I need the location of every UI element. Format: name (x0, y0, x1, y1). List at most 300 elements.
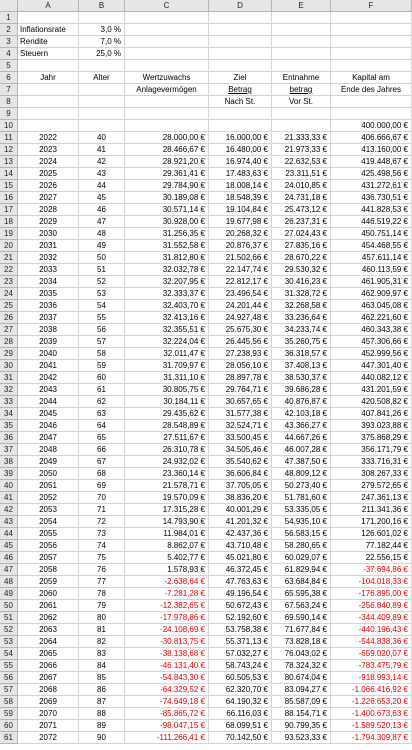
row-number[interactable]: 26 (0, 312, 18, 324)
cell-c57[interactable]: -64.329,52 € (125, 684, 209, 696)
cell-c38[interactable]: 24.932,02 € (125, 456, 209, 468)
row-number[interactable]: 31 (0, 372, 18, 384)
cell-f57[interactable]: -1.066.416,92 € (331, 684, 412, 696)
cell-c20[interactable]: 31.552,58 € (125, 240, 209, 252)
cell-e50[interactable]: 67.563,24 € (272, 600, 331, 612)
row-number[interactable]: 13 (0, 156, 18, 168)
cell-d48[interactable]: 47.763,63 € (209, 576, 272, 588)
cell-e21[interactable]: 28.670,22 € (272, 252, 331, 264)
cell-e15[interactable]: 24.010,85 € (272, 180, 331, 192)
cell-d25[interactable]: 24.201,44 € (209, 300, 272, 312)
cell-c12[interactable]: 28.466,67 € (125, 144, 209, 156)
cell-f36[interactable]: 375.868,29 € (331, 432, 412, 444)
cell-a1[interactable] (18, 12, 79, 24)
cell-e51[interactable]: 69.590,14 € (272, 612, 331, 624)
cell-b4[interactable]: 25,0 % (79, 48, 125, 60)
cell-b43[interactable]: 72 (79, 516, 125, 528)
cell-d42[interactable]: 40.001,29 € (209, 504, 272, 516)
cell-f1[interactable] (331, 12, 412, 24)
cell-d20[interactable]: 20.876,37 € (209, 240, 272, 252)
cell-c36[interactable]: 27.511,67 € (125, 432, 209, 444)
cell-d53[interactable]: 55.371,13 € (209, 636, 272, 648)
cell-f25[interactable]: 463.045,08 € (331, 300, 412, 312)
cell-b49[interactable]: 78 (79, 588, 125, 600)
row-number[interactable]: 60 (0, 720, 18, 732)
cell-e58[interactable]: 85.587,09 € (272, 696, 331, 708)
cell-c37[interactable]: 26.310,78 € (125, 444, 209, 456)
cell-d33[interactable]: 30.657,65 € (209, 396, 272, 408)
cell-c43[interactable]: 14.793,90 € (125, 516, 209, 528)
cell-a48[interactable]: 2059 (18, 576, 79, 588)
row-number[interactable]: 47 (0, 564, 18, 576)
row-number[interactable]: 48 (0, 576, 18, 588)
cell-e46[interactable]: 60.029,07 € (272, 552, 331, 564)
row-number[interactable]: 59 (0, 708, 18, 720)
cell-b24[interactable]: 53 (79, 288, 125, 300)
row-number[interactable]: 7 (0, 84, 18, 96)
cell-d39[interactable]: 36.606,84 € (209, 468, 272, 480)
cell-f40[interactable]: 279.572,65 € (331, 480, 412, 492)
cell-c4[interactable] (125, 48, 209, 60)
cell-a44[interactable]: 2055 (18, 528, 79, 540)
cell-f28[interactable]: 457.306,66 € (331, 336, 412, 348)
row-number[interactable]: 53 (0, 636, 18, 648)
cell-a57[interactable]: 2068 (18, 684, 79, 696)
cell-c60[interactable]: -98.047,15 € (125, 720, 209, 732)
cell-c11[interactable]: 28.000,00 € (125, 132, 209, 144)
row-number[interactable]: 14 (0, 168, 18, 180)
cell-d55[interactable]: 58.743,24 € (209, 660, 272, 672)
column-header-a[interactable]: A (18, 0, 79, 12)
cell-d23[interactable]: 22.812,17 € (209, 276, 272, 288)
cell-a32[interactable]: 2043 (18, 384, 79, 396)
cell-a19[interactable]: 2030 (18, 228, 79, 240)
cell-f7[interactable]: Ende des Jahres (331, 84, 412, 96)
cell-f16[interactable]: 436.730,51 € (331, 192, 412, 204)
cell-f53[interactable]: -544.838,36 € (331, 636, 412, 648)
cell-c52[interactable]: -24.108,69 € (125, 624, 209, 636)
cell-a51[interactable]: 2062 (18, 612, 79, 624)
row-number[interactable]: 46 (0, 552, 18, 564)
cell-b8[interactable] (79, 96, 125, 108)
cell-e41[interactable]: 51.781,60 € (272, 492, 331, 504)
row-number[interactable]: 42 (0, 504, 18, 516)
cell-b39[interactable]: 68 (79, 468, 125, 480)
cell-e44[interactable]: 56.583,15 € (272, 528, 331, 540)
cell-d29[interactable]: 27.238,93 € (209, 348, 272, 360)
cell-f11[interactable]: 406.666,67 € (331, 132, 412, 144)
cell-f45[interactable]: 77.182,44 € (331, 540, 412, 552)
cell-d10[interactable] (209, 120, 272, 132)
cell-f10[interactable]: 400.000,00 € (331, 120, 412, 132)
cell-b28[interactable]: 57 (79, 336, 125, 348)
cell-a23[interactable]: 2034 (18, 276, 79, 288)
cell-d43[interactable]: 41.201,32 € (209, 516, 272, 528)
row-number[interactable]: 58 (0, 696, 18, 708)
cell-c5[interactable] (125, 60, 209, 72)
cell-b26[interactable]: 55 (79, 312, 125, 324)
cell-b9[interactable] (79, 108, 125, 120)
row-number[interactable]: 61 (0, 732, 18, 744)
cell-b25[interactable]: 54 (79, 300, 125, 312)
cell-c56[interactable]: -54.843,30 € (125, 672, 209, 684)
cell-c25[interactable]: 32.403,70 € (125, 300, 209, 312)
cell-e47[interactable]: 61.829,94 € (272, 564, 331, 576)
cell-f12[interactable]: 413.160,00 € (331, 144, 412, 156)
cell-c26[interactable]: 32.413,16 € (125, 312, 209, 324)
cell-e17[interactable]: 25.473,12 € (272, 204, 331, 216)
cell-c14[interactable]: 29.361,41 € (125, 168, 209, 180)
cell-e37[interactable]: 46.007,28 € (272, 444, 331, 456)
cell-e10[interactable] (272, 120, 331, 132)
row-number[interactable]: 29 (0, 348, 18, 360)
cell-f17[interactable]: 441.828,53 € (331, 204, 412, 216)
cell-e9[interactable] (272, 108, 331, 120)
cell-d28[interactable]: 26.445,56 € (209, 336, 272, 348)
cell-d27[interactable]: 25.675,30 € (209, 324, 272, 336)
cell-f24[interactable]: 462.909,97 € (331, 288, 412, 300)
cell-b1[interactable] (79, 12, 125, 24)
cell-c53[interactable]: -30.813,75 € (125, 636, 209, 648)
cell-b56[interactable]: 85 (79, 672, 125, 684)
cell-f23[interactable]: 461.905,31 € (331, 276, 412, 288)
cell-d26[interactable]: 24.927,48 € (209, 312, 272, 324)
cell-a10[interactable] (18, 120, 79, 132)
row-number[interactable]: 25 (0, 300, 18, 312)
cell-d17[interactable]: 19.104,84 € (209, 204, 272, 216)
cell-f31[interactable]: 440.082,12 € (331, 372, 412, 384)
cell-a50[interactable]: 2061 (18, 600, 79, 612)
cell-c42[interactable]: 17.315,28 € (125, 504, 209, 516)
cell-d7[interactable]: Betrag (209, 84, 272, 96)
cell-d46[interactable]: 45.021,80 € (209, 552, 272, 564)
row-number[interactable]: 54 (0, 648, 18, 660)
cell-f20[interactable]: 454.468,55 € (331, 240, 412, 252)
cell-a30[interactable]: 2041 (18, 360, 79, 372)
row-number[interactable]: 9 (0, 108, 18, 120)
cell-a33[interactable]: 2044 (18, 396, 79, 408)
row-number[interactable]: 10 (0, 120, 18, 132)
cell-f26[interactable]: 462.221,60 € (331, 312, 412, 324)
row-number[interactable]: 33 (0, 396, 18, 408)
cell-c34[interactable]: 29.435,62 € (125, 408, 209, 420)
cell-c39[interactable]: 23.360,14 € (125, 468, 209, 480)
cell-c22[interactable]: 32.032,78 € (125, 264, 209, 276)
cell-d32[interactable]: 29.764,71 € (209, 384, 272, 396)
cell-b14[interactable]: 43 (79, 168, 125, 180)
cell-a36[interactable]: 2047 (18, 432, 79, 444)
cell-e3[interactable] (272, 36, 331, 48)
cell-b36[interactable]: 65 (79, 432, 125, 444)
cell-b15[interactable]: 44 (79, 180, 125, 192)
column-header-b[interactable]: B (79, 0, 125, 12)
cell-d58[interactable]: 64.190,32 € (209, 696, 272, 708)
cell-a54[interactable]: 2065 (18, 648, 79, 660)
cell-a38[interactable]: 2049 (18, 456, 79, 468)
cell-a15[interactable]: 2026 (18, 180, 79, 192)
cell-f47[interactable]: -37.694,86 € (331, 564, 412, 576)
cell-c40[interactable]: 21.578,71 € (125, 480, 209, 492)
cell-d18[interactable]: 19.677,98 € (209, 216, 272, 228)
cell-a35[interactable]: 2046 (18, 420, 79, 432)
cell-c54[interactable]: -38.138,68 € (125, 648, 209, 660)
cell-e55[interactable]: 78.324,32 € (272, 660, 331, 672)
column-header-e[interactable]: E (272, 0, 331, 12)
cell-d15[interactable]: 18.008,14 € (209, 180, 272, 192)
cell-c8[interactable] (125, 96, 209, 108)
cell-d57[interactable]: 62.320,70 € (209, 684, 272, 696)
cell-f59[interactable]: -1.400.673,63 € (331, 708, 412, 720)
cell-d30[interactable]: 28.056,10 € (209, 360, 272, 372)
cell-c31[interactable]: 31.311,10 € (125, 372, 209, 384)
cell-e30[interactable]: 37.408,13 € (272, 360, 331, 372)
cell-c28[interactable]: 32.224,04 € (125, 336, 209, 348)
cell-f18[interactable]: 446.519,22 € (331, 216, 412, 228)
row-number[interactable]: 16 (0, 192, 18, 204)
cell-e33[interactable]: 40.876,87 € (272, 396, 331, 408)
cell-d1[interactable] (209, 12, 272, 24)
cell-b18[interactable]: 47 (79, 216, 125, 228)
cell-b23[interactable]: 52 (79, 276, 125, 288)
row-number[interactable]: 21 (0, 252, 18, 264)
cell-d52[interactable]: 53.758,38 € (209, 624, 272, 636)
cell-f41[interactable]: 247.361,13 € (331, 492, 412, 504)
cell-b20[interactable]: 49 (79, 240, 125, 252)
cell-b42[interactable]: 71 (79, 504, 125, 516)
row-number[interactable]: 35 (0, 420, 18, 432)
cell-d3[interactable] (209, 36, 272, 48)
cell-e38[interactable]: 47.387,50 € (272, 456, 331, 468)
cell-a56[interactable]: 2067 (18, 672, 79, 684)
cell-f32[interactable]: 431.201,59 € (331, 384, 412, 396)
cell-f58[interactable]: -1.226.653,20 € (331, 696, 412, 708)
cell-c9[interactable] (125, 108, 209, 120)
cell-d8[interactable]: Nach St. (209, 96, 272, 108)
cell-b27[interactable]: 56 (79, 324, 125, 336)
cell-b57[interactable]: 86 (79, 684, 125, 696)
cell-b46[interactable]: 75 (79, 552, 125, 564)
cell-f5[interactable] (331, 60, 412, 72)
cell-a18[interactable]: 2029 (18, 216, 79, 228)
cell-e53[interactable]: 73.828,18 € (272, 636, 331, 648)
row-number[interactable]: 19 (0, 228, 18, 240)
row-number[interactable]: 32 (0, 384, 18, 396)
cell-f19[interactable]: 450.751,14 € (331, 228, 412, 240)
row-number[interactable]: 39 (0, 468, 18, 480)
cell-a17[interactable]: 2028 (18, 204, 79, 216)
cell-e45[interactable]: 58.280,65 € (272, 540, 331, 552)
cell-c45[interactable]: 8.862,07 € (125, 540, 209, 552)
cell-d36[interactable]: 33.500,45 € (209, 432, 272, 444)
cell-a13[interactable]: 2024 (18, 156, 79, 168)
cell-c23[interactable]: 32.207,95 € (125, 276, 209, 288)
cell-f51[interactable]: -344.409,89 € (331, 612, 412, 624)
cell-b2[interactable]: 3,0 % (79, 24, 125, 36)
cell-a47[interactable]: 2058 (18, 564, 79, 576)
cell-d40[interactable]: 37.705,05 € (209, 480, 272, 492)
cell-a31[interactable]: 2042 (18, 372, 79, 384)
cell-a22[interactable]: 2033 (18, 264, 79, 276)
cell-b60[interactable]: 89 (79, 720, 125, 732)
cell-d12[interactable]: 16.480,00 € (209, 144, 272, 156)
cell-f54[interactable]: -659.020,07 € (331, 648, 412, 660)
row-number[interactable]: 56 (0, 672, 18, 684)
cell-f43[interactable]: 171.200,16 € (331, 516, 412, 528)
cell-d51[interactable]: 52.192,60 € (209, 612, 272, 624)
cell-c33[interactable]: 30.184,11 € (125, 396, 209, 408)
cell-b11[interactable]: 40 (79, 132, 125, 144)
cell-c41[interactable]: 19.570,09 € (125, 492, 209, 504)
cell-b58[interactable]: 87 (79, 696, 125, 708)
cell-a41[interactable]: 2052 (18, 492, 79, 504)
row-number[interactable]: 15 (0, 180, 18, 192)
cell-a7[interactable] (18, 84, 79, 96)
cell-e42[interactable]: 53.335,05 € (272, 504, 331, 516)
cell-d4[interactable] (209, 48, 272, 60)
cell-c2[interactable] (125, 24, 209, 36)
row-number[interactable]: 36 (0, 432, 18, 444)
row-number[interactable]: 22 (0, 264, 18, 276)
cell-d31[interactable]: 28.897,78 € (209, 372, 272, 384)
row-number[interactable]: 45 (0, 540, 18, 552)
cell-f13[interactable]: 419.448,67 € (331, 156, 412, 168)
row-number[interactable]: 18 (0, 216, 18, 228)
cell-d13[interactable]: 16.974,40 € (209, 156, 272, 168)
cell-f6[interactable]: Kapital am (331, 72, 412, 84)
cell-e13[interactable]: 22.632,53 € (272, 156, 331, 168)
cell-b22[interactable]: 51 (79, 264, 125, 276)
row-number[interactable]: 44 (0, 528, 18, 540)
cell-e18[interactable]: 26.237,31 € (272, 216, 331, 228)
cell-e52[interactable]: 71.677,84 € (272, 624, 331, 636)
cell-a59[interactable]: 2070 (18, 708, 79, 720)
cell-d24[interactable]: 23.496,54 € (209, 288, 272, 300)
row-number[interactable]: 28 (0, 336, 18, 348)
cell-b35[interactable]: 64 (79, 420, 125, 432)
cell-b34[interactable]: 63 (79, 408, 125, 420)
cell-d41[interactable]: 38.836,20 € (209, 492, 272, 504)
cell-e40[interactable]: 50.273,40 € (272, 480, 331, 492)
cell-c51[interactable]: -17.978,86 € (125, 612, 209, 624)
cell-e6[interactable]: Entnahme (272, 72, 331, 84)
cell-d38[interactable]: 35.540,62 € (209, 456, 272, 468)
cell-f9[interactable] (331, 108, 412, 120)
cell-a20[interactable]: 2031 (18, 240, 79, 252)
cell-b12[interactable]: 41 (79, 144, 125, 156)
cell-b3[interactable]: 7,0 % (79, 36, 125, 48)
cell-a61[interactable]: 2072 (18, 732, 79, 744)
cell-c18[interactable]: 30.928,00 € (125, 216, 209, 228)
cell-e1[interactable] (272, 12, 331, 24)
cell-a28[interactable]: 2039 (18, 336, 79, 348)
row-number[interactable]: 1 (0, 12, 18, 24)
cell-d19[interactable]: 20.268,32 € (209, 228, 272, 240)
cell-f61[interactable]: -1.794.309,87 € (331, 732, 412, 744)
cell-a42[interactable]: 2053 (18, 504, 79, 516)
cell-e31[interactable]: 38.530,37 € (272, 372, 331, 384)
cell-e2[interactable] (272, 24, 331, 36)
cell-a11[interactable]: 2022 (18, 132, 79, 144)
cell-e22[interactable]: 29.530,32 € (272, 264, 331, 276)
cell-a26[interactable]: 2037 (18, 312, 79, 324)
cell-c44[interactable]: 11.984,01 € (125, 528, 209, 540)
cell-f30[interactable]: 447.301,40 € (331, 360, 412, 372)
cell-f22[interactable]: 460.113,59 € (331, 264, 412, 276)
cell-a8[interactable] (18, 96, 79, 108)
cell-b40[interactable]: 69 (79, 480, 125, 492)
cell-a3[interactable]: Rendite (18, 36, 79, 48)
cell-f55[interactable]: -783.475,79 € (331, 660, 412, 672)
cell-c61[interactable]: -111.266,41 € (125, 732, 209, 744)
cell-a9[interactable] (18, 108, 79, 120)
cell-a53[interactable]: 2064 (18, 636, 79, 648)
cell-d9[interactable] (209, 108, 272, 120)
row-number[interactable]: 20 (0, 240, 18, 252)
cell-b7[interactable] (79, 84, 125, 96)
cell-d21[interactable]: 21.502,66 € (209, 252, 272, 264)
cell-f49[interactable]: -176.895,00 € (331, 588, 412, 600)
cell-a6[interactable]: Jahr (18, 72, 79, 84)
cell-c55[interactable]: -46.131,40 € (125, 660, 209, 672)
cell-a5[interactable] (18, 60, 79, 72)
cell-a43[interactable]: 2054 (18, 516, 79, 528)
cell-e14[interactable]: 23.311,51 € (272, 168, 331, 180)
cell-e20[interactable]: 27.835,16 € (272, 240, 331, 252)
cell-d50[interactable]: 50.672,43 € (209, 600, 272, 612)
cell-c7[interactable]: Anlagevermögen (125, 84, 209, 96)
row-number[interactable]: 12 (0, 144, 18, 156)
cell-d60[interactable]: 68.099,51 € (209, 720, 272, 732)
cell-c6[interactable]: Wertzuwachs (125, 72, 209, 84)
row-number[interactable]: 41 (0, 492, 18, 504)
cell-d6[interactable]: Ziel (209, 72, 272, 84)
cell-b53[interactable]: 82 (79, 636, 125, 648)
column-header-d[interactable]: D (209, 0, 272, 12)
cell-c17[interactable]: 30.571,14 € (125, 204, 209, 216)
cell-e39[interactable]: 48.809,12 € (272, 468, 331, 480)
cell-f52[interactable]: -440.196,43 € (331, 624, 412, 636)
cell-e32[interactable]: 39.686,28 € (272, 384, 331, 396)
cell-d34[interactable]: 31.577,38 € (209, 408, 272, 420)
cell-b47[interactable]: 76 (79, 564, 125, 576)
cell-a39[interactable]: 2050 (18, 468, 79, 480)
cell-c30[interactable]: 31.709,97 € (125, 360, 209, 372)
cell-c19[interactable]: 31.256,35 € (125, 228, 209, 240)
cell-c48[interactable]: -2.638,64 € (125, 576, 209, 588)
cell-f60[interactable]: -1.589.520,13 € (331, 720, 412, 732)
row-number[interactable]: 11 (0, 132, 18, 144)
cell-f44[interactable]: 126.601,02 € (331, 528, 412, 540)
cell-d14[interactable]: 17.483,63 € (209, 168, 272, 180)
cell-e57[interactable]: 83.094,27 € (272, 684, 331, 696)
cell-f14[interactable]: 425.498,56 € (331, 168, 412, 180)
cell-b31[interactable]: 60 (79, 372, 125, 384)
row-number[interactable]: 34 (0, 408, 18, 420)
cell-e19[interactable]: 27.024,43 € (272, 228, 331, 240)
cell-c3[interactable] (125, 36, 209, 48)
row-number[interactable]: 51 (0, 612, 18, 624)
cell-d11[interactable]: 16.000,00 € (209, 132, 272, 144)
column-header-f[interactable]: F (331, 0, 412, 12)
cell-b48[interactable]: 77 (79, 576, 125, 588)
row-number[interactable]: 3 (0, 36, 18, 48)
cell-d56[interactable]: 60.505,53 € (209, 672, 272, 684)
cell-a24[interactable]: 2035 (18, 288, 79, 300)
cell-c49[interactable]: -7.281,28 € (125, 588, 209, 600)
cell-e5[interactable] (272, 60, 331, 72)
cell-f15[interactable]: 431.272,61 € (331, 180, 412, 192)
cell-b5[interactable] (79, 60, 125, 72)
